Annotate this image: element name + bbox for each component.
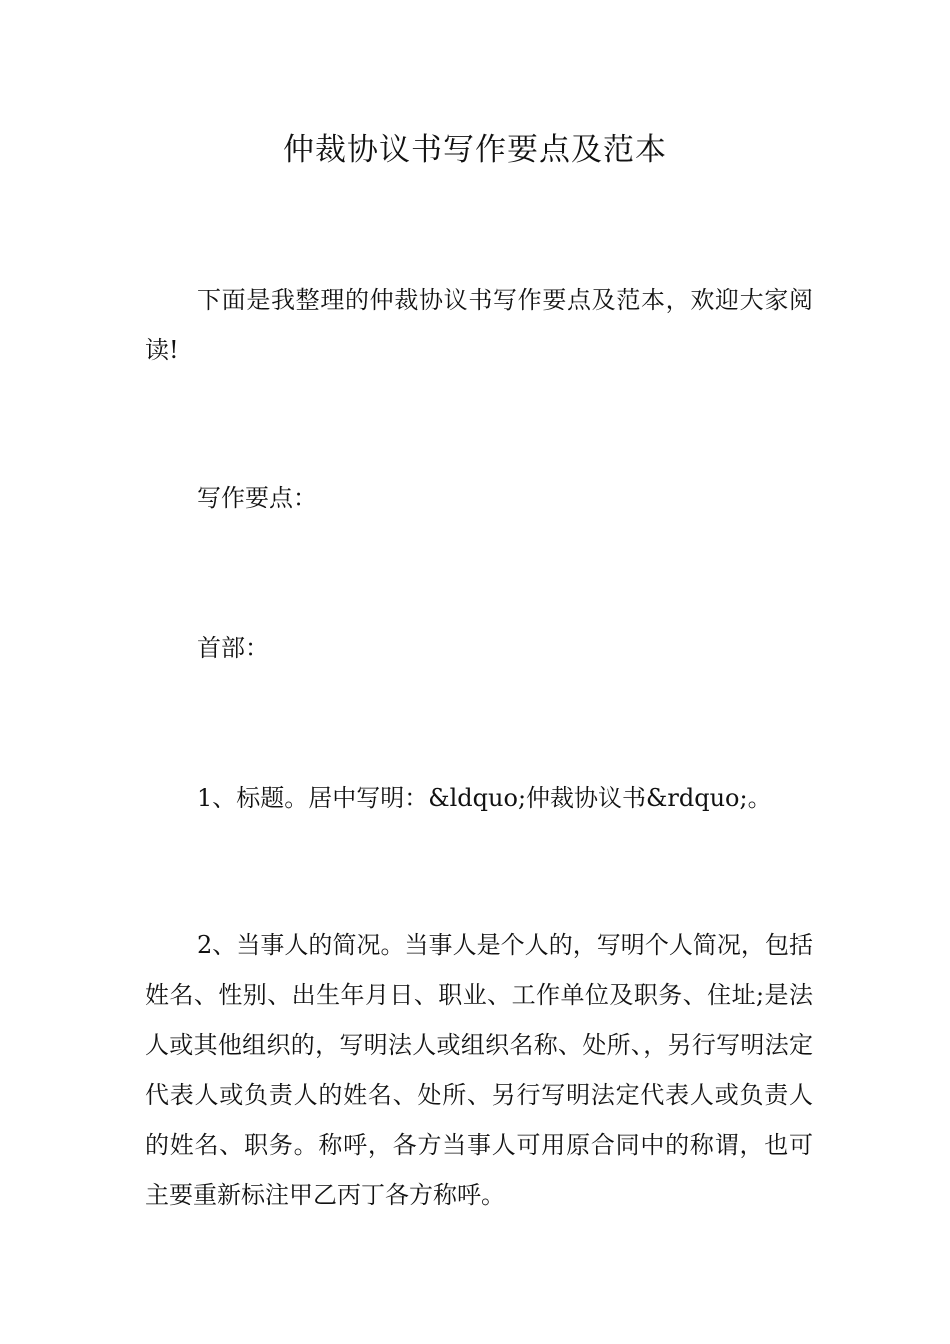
item-title-paragraph: 1、标题。居中写明：&ldquo;仲裁协议书&rdquo;。 — [197, 784, 772, 812]
intro-paragraph: 下面是我整理的仲裁协议书写作要点及范本，欢迎大家阅读! — [145, 286, 813, 364]
item-parties-paragraph: 2、当事人的简况。当事人是个人的，写明个人简况，包括姓名、性别、出生年月日、职业、工作单位及职务、住址;是法人或其他组织的，写明法人或组织名称、处所、，另行写明法定代表人或负责人的姓名、处所、另行写明法定代表人或负责人的姓名、职务。称呼，各方当事人可用原合同中的称谓，也可主要重新标注甲乙丙丁各方称呼。 — [145, 931, 813, 1209]
header-section-heading: 首部： — [197, 634, 269, 662]
document-title: 仲裁协议书写作要点及范本 — [283, 132, 667, 168]
writing-points-heading: 写作要点： — [197, 484, 317, 512]
